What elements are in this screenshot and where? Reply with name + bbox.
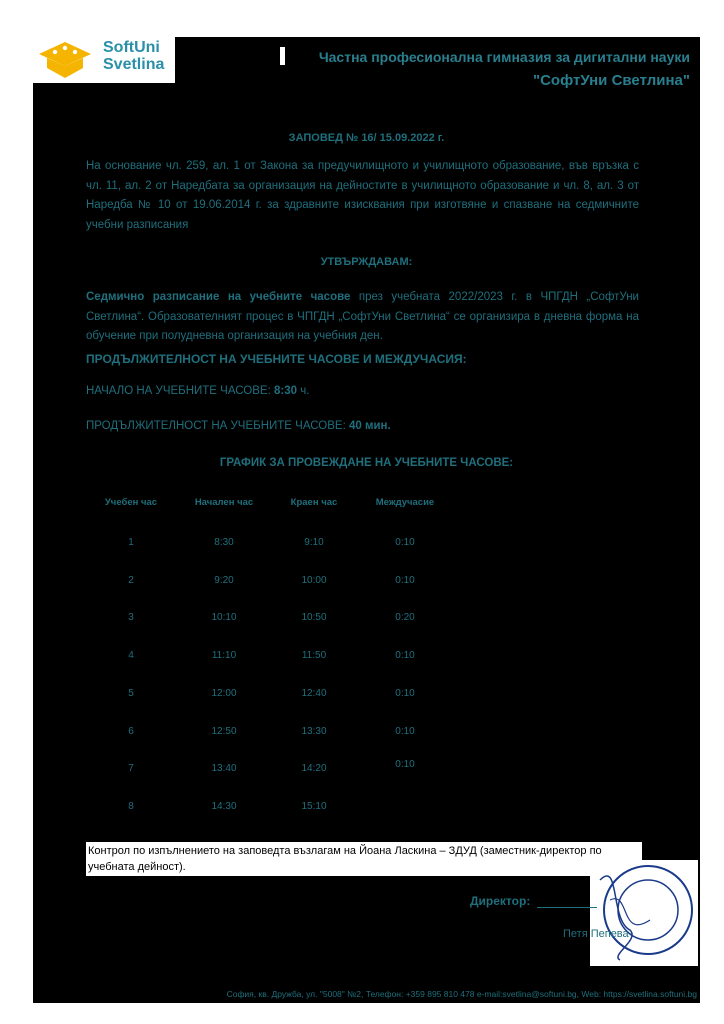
school-name [280, 46, 690, 92]
director-name: Петя Пепева [563, 928, 629, 940]
break-cell: 0:10 [395, 574, 415, 586]
break-cell: 0:10 [395, 537, 415, 548]
start-cell: 11:10 [211, 650, 237, 662]
break-cell: 0:20 [395, 612, 415, 624]
break-cell: 0:10 [395, 687, 415, 699]
end-cell: 13:30 [301, 725, 327, 737]
end-cell: 15:10 [301, 800, 327, 812]
start-cell: 13:40 [211, 763, 237, 775]
col-header-break: Междучасие [375, 497, 435, 508]
end-cell: 14:20 [301, 763, 327, 775]
length-line [86, 420, 391, 432]
lesson-cell: 4 [128, 650, 134, 662]
start-cell: 12:50 [211, 725, 237, 737]
start-cell: 8:30 [214, 537, 234, 548]
end-cell: 12:40 [301, 687, 327, 699]
start-cell: 12:00 [211, 687, 237, 699]
lesson-cell: 1 [128, 537, 134, 548]
start-cell: 9:20 [214, 574, 234, 586]
lesson-cell: 5 [128, 687, 134, 699]
logo-line-2: Svetlina [103, 56, 165, 73]
school-name-line-1: Частна професионална гимназия за дигитални науки [318, 49, 690, 65]
stamp-area [590, 860, 698, 966]
lesson-cell: 2 [128, 574, 134, 586]
logo-text [103, 39, 164, 73]
start-value: 8:30 [273, 385, 298, 397]
end-cell: 11:50 [301, 650, 327, 662]
start-cell: 14:30 [211, 800, 237, 812]
schedule-paragraph [86, 288, 639, 347]
break-cell: 0:10 [395, 725, 415, 737]
end-cell: 10:00 [301, 574, 327, 586]
logo-line-1: SoftUni [103, 39, 160, 56]
break-cell: 0:10 [395, 759, 415, 771]
director-label: Директор: [470, 894, 531, 908]
order-title: ЗАПОВЕД № 16/ 15.09.2022 г. [288, 132, 445, 144]
start-cell: 10:10 [211, 612, 237, 624]
col-header-start: Начален час [194, 497, 254, 508]
schedule-rest: през учебната 2022/2023 г. в ЧПГДН „СофтУни Светлина“. Образователният процес в ЧПГДН „СофтУни Светлина“ се организира в дневна форма на обучение при полудневна организация на учебния ден. [86, 291, 639, 342]
end-cell: 10:50 [301, 612, 327, 624]
start-label: НАЧАЛО НА УЧЕБНИТЕ ЧАСОВЕ: [86, 385, 274, 397]
length-value: 40 мин. [348, 420, 391, 432]
length-label: ПРОДЪЛЖИТЕЛНОСТ НА УЧЕБНИТЕ ЧАСОВЕ: [86, 420, 349, 432]
end-cell: 9:10 [304, 537, 324, 548]
footer-contacts: София, кв. Дружба, ул. "5008" №2, Телефон: +359 895 810 478 e-mail:svetlina@softuni.bg, Web: https://svetlina.softuni.bg [226, 989, 697, 999]
company-seal-icon [590, 860, 698, 966]
lesson-cell: 3 [128, 612, 134, 624]
school-name-line-2: "СофтУни Светлина" [532, 72, 690, 89]
lesson-cell: 6 [128, 725, 134, 737]
control-text: Контрол по изпълнението на заповедта възлагам на Йоана Ласкина – ЗДУД (заместник-директор по учебната дейност). [88, 845, 602, 873]
order-basis: На основание чл. 259, ал. 1 от Закона за предучилищното и училищното образование, във връзка с чл. 11, ал. 2 от Наредбата за организация на дейностите в училищното образование и чл. 8, ал. 3 от Наредба № 10 от 19.06.2014 г. за здравните изисквания при изготвяне и спазване на седмичните учебни разписания [86, 160, 639, 231]
start-line [86, 385, 309, 397]
lesson-cell: 7 [128, 763, 134, 775]
col-header-end: Краен час [290, 497, 338, 508]
approve-heading: УТВЪРЖДАВАМ: [320, 256, 413, 268]
lesson-cell: 8 [128, 800, 134, 812]
signature-line [537, 907, 597, 908]
graduation-cap-icon [33, 38, 97, 82]
col-header-lesson: Учебен час [104, 497, 158, 508]
table-heading: ГРАФИК ЗА ПРОВЕЖДАНЕ НА УЧЕБНИТЕ ЧАСОВЕ: [219, 457, 514, 469]
duration-heading: ПРОДЪЛЖИТЕЛНОСТ НА УЧЕБНИТЕ ЧАСОВЕ И МЕЖДУЧАСИЯ: [86, 352, 467, 366]
break-cell: 0:10 [395, 650, 415, 662]
schedule-bold: Седмично разписание на учебните часове [86, 291, 351, 303]
start-unit: ч. [297, 385, 310, 397]
